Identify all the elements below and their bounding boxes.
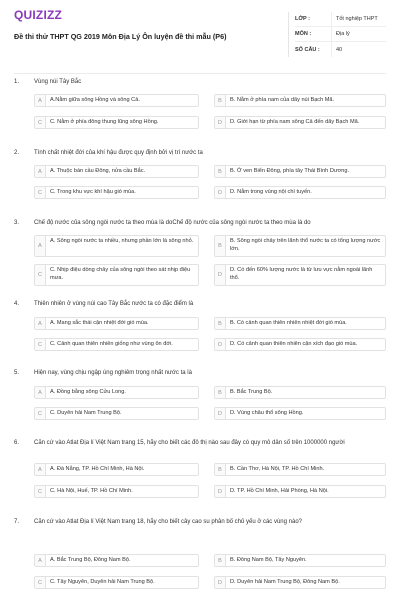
option-letter: A xyxy=(35,236,46,256)
meta-label: SỐ CÂU : xyxy=(295,46,320,53)
question-number: 6. xyxy=(14,440,20,446)
question-number: 3. xyxy=(14,220,20,226)
option-letter: C xyxy=(35,486,46,497)
option-d[interactable] xyxy=(214,186,386,199)
option-letter: C xyxy=(35,117,46,128)
header-divider xyxy=(14,73,386,74)
option-letter: A xyxy=(35,387,46,398)
option-text: B. Ở ven Biển Đông, phía tây Thái Bình Dương. xyxy=(230,168,350,174)
option-letter: C xyxy=(35,408,46,419)
option-letter: D xyxy=(215,408,226,419)
option-letter: C xyxy=(35,187,46,198)
option-b[interactable] xyxy=(214,94,386,107)
option-text: C. Trong khu vực khí hậu gió mùa. xyxy=(50,189,136,195)
option-a[interactable] xyxy=(34,165,199,178)
option-letter: D xyxy=(215,339,226,350)
option-letter: A xyxy=(35,166,46,177)
question-number: 5. xyxy=(14,370,20,376)
option-b[interactable] xyxy=(214,165,386,178)
option-b[interactable] xyxy=(214,235,386,257)
option-text: A. Đà Nẵng, TP. Hồ Chí Minh, Hà Nội. xyxy=(50,466,145,472)
option-text: D. TP. Hồ Chí Minh, Hải Phòng, Hà Nội. xyxy=(230,488,329,494)
option-text: B. Có cảnh quan thiên nhiên nhiệt đới gió mùa. xyxy=(230,320,347,326)
option-c[interactable] xyxy=(34,186,199,199)
option-d[interactable] xyxy=(214,116,386,129)
option-b[interactable] xyxy=(214,317,386,330)
option-a[interactable] xyxy=(34,235,199,257)
option-d[interactable] xyxy=(214,485,386,498)
option-letter: A xyxy=(35,555,46,566)
option-text: A. Thuộc bán cầu Đông, nửa cầu Bắc. xyxy=(50,168,146,174)
option-text: C. Nằm ở phía đông thung lũng sông Hồng. xyxy=(50,119,159,125)
option-text: D. Duyên hải Nam Trung Bộ, Đông Nam Bộ. xyxy=(230,579,340,585)
meta-label: MÔN : xyxy=(295,31,312,37)
option-c[interactable] xyxy=(34,576,199,589)
option-d[interactable] xyxy=(214,407,386,420)
option-text: D. Nằm trong vùng nội chí tuyến. xyxy=(230,189,312,195)
option-text: A. Sông ngòi nước ta nhiều, nhưng phần lớn là sông nhỏ. xyxy=(50,238,194,244)
option-text: C. Hà Nội, Huế, TP. Hồ Chí Minh. xyxy=(50,488,133,494)
question-text: Căn cứ vào Atlat Địa lí Việt Nam trang 18, hãy cho biết cây cao su phân bố chủ yếu ở các vùng nào? xyxy=(34,519,302,525)
meta-value: 40 xyxy=(331,42,386,57)
option-c[interactable] xyxy=(34,116,199,129)
question-3 xyxy=(14,219,386,281)
option-c[interactable] xyxy=(34,338,199,351)
option-c[interactable] xyxy=(34,264,199,286)
option-letter: D xyxy=(215,265,226,285)
option-text: C. Tây Nguyên, Duyên hải Nam Trung Bộ. xyxy=(50,579,155,585)
document-header xyxy=(14,8,386,72)
option-d[interactable] xyxy=(214,576,386,589)
option-letter: B xyxy=(215,387,226,398)
option-text: C. Cảnh quan thiên nhiên giống như vùng ôn đới. xyxy=(50,341,173,347)
quizizz-logo: QUIZIZZ xyxy=(14,8,63,22)
option-a[interactable] xyxy=(34,463,199,476)
option-text: A. Đồng bằng sông Cửu Long. xyxy=(50,389,126,395)
question-4 xyxy=(14,300,386,348)
option-letter: D xyxy=(215,117,226,128)
option-b[interactable] xyxy=(214,386,386,399)
option-b[interactable] xyxy=(214,554,386,567)
option-letter: A xyxy=(35,318,46,329)
question-text: Chế độ nước của sông ngòi nước ta theo mùa là doChế độ nước của sông ngòi nước ta theo mùa là do xyxy=(34,220,311,226)
meta-row-class xyxy=(295,12,386,27)
option-text: B. Cần Thơ, Hà Nội, TP. Hồ Chí Minh. xyxy=(230,466,325,472)
option-letter: B xyxy=(215,95,226,106)
question-number: 2. xyxy=(14,150,20,156)
option-letter: B xyxy=(215,318,226,329)
option-letter: D xyxy=(215,187,226,198)
option-text: B. Sông ngòi chảy trên lãnh thổ nước ta có tổng lượng nước lớn. xyxy=(230,238,381,252)
option-text: B. Bắc Trung Bộ. xyxy=(230,389,273,395)
option-a[interactable] xyxy=(34,94,199,107)
question-text: Thiên nhiên ở vùng núi cao Tây Bắc nước ta có đặc điểm là xyxy=(34,301,194,307)
meta-row-count xyxy=(295,42,386,57)
meta-row-subject xyxy=(295,27,386,42)
option-a[interactable] xyxy=(34,554,199,567)
question-number: 1. xyxy=(14,79,20,85)
question-5 xyxy=(14,369,386,417)
question-number: 4. xyxy=(14,301,20,307)
option-letter: B xyxy=(215,166,226,177)
question-text: Hiện nay, vùng chịu ngập úng nghiêm trọng nhất nước ta là xyxy=(34,370,192,376)
option-letter: B xyxy=(215,555,226,566)
option-c[interactable] xyxy=(34,407,199,420)
question-text: Vùng núi Tây Bắc xyxy=(34,79,82,85)
option-letter: D xyxy=(215,577,226,588)
option-d[interactable] xyxy=(214,264,386,286)
option-a[interactable] xyxy=(34,386,199,399)
option-text: A.Nằm giữa sông Hồng và sông Cả. xyxy=(50,97,140,103)
option-text: A. Bắc Trung Bộ, Đông Nam Bộ. xyxy=(50,557,131,563)
option-text: C. Nhịp điệu dòng chảy của sông ngòi theo sát nhịp điệu mưa. xyxy=(50,267,191,281)
meta-value: Tốt nghiệp THPT xyxy=(331,12,386,26)
meta-box xyxy=(288,12,386,57)
option-letter: C xyxy=(35,339,46,350)
question-text: Căn cứ vào Atlat Địa lí Việt Nam trang 15, hãy cho biết các đô thị nào sau đây có quy mô dân số trên 1000000 người xyxy=(34,440,345,446)
option-letter: C xyxy=(35,577,46,588)
option-letter: C xyxy=(35,265,46,285)
option-text: B. Đông Nam Bộ, Tây Nguyên. xyxy=(230,557,307,563)
question-7 xyxy=(14,518,386,586)
option-letter: D xyxy=(215,486,226,497)
question-number: 7. xyxy=(14,519,20,525)
option-letter: A xyxy=(35,95,46,106)
question-text: Tính chất nhiệt đới của khí hậu được quy định bởi vị trí nước ta xyxy=(34,150,203,156)
meta-value: Địa lý xyxy=(331,27,386,41)
option-text: B. Nằm ở phía nam của dãy núi Bạch Mã. xyxy=(230,97,335,103)
option-text: D. Có đến 60% lượng nước là từ lưu vực nằm ngoài lãnh thổ. xyxy=(230,267,373,281)
option-a[interactable] xyxy=(34,317,199,330)
page-title: Đề thi thử THPT QG 2019 Môn Địa Lý Ôn luyện đề thi mẫu (P6) xyxy=(14,32,227,41)
question-1 xyxy=(14,78,386,126)
meta-label: LỚP : xyxy=(295,16,310,22)
option-text: C. Duyên hải Nam Trung Bộ. xyxy=(50,410,122,416)
option-d[interactable] xyxy=(214,338,386,351)
question-2 xyxy=(14,149,386,196)
option-text: D. Vùng châu thổ sông Hồng. xyxy=(230,410,304,416)
option-b[interactable] xyxy=(214,463,386,476)
option-letter: B xyxy=(215,464,226,475)
option-text: D. Có cảnh quan thiên nhiên cận xích đạo gió mùa. xyxy=(230,341,358,347)
option-text: A. Mang sắc thái cận nhiệt đới gió mùa. xyxy=(50,320,149,326)
option-letter: A xyxy=(35,464,46,475)
option-text: D. Giới hạn từ phía nam sông Cả đến dãy Bạch Mã. xyxy=(230,119,360,125)
option-letter: B xyxy=(215,236,226,256)
option-c[interactable] xyxy=(34,485,199,498)
question-6 xyxy=(14,439,386,495)
